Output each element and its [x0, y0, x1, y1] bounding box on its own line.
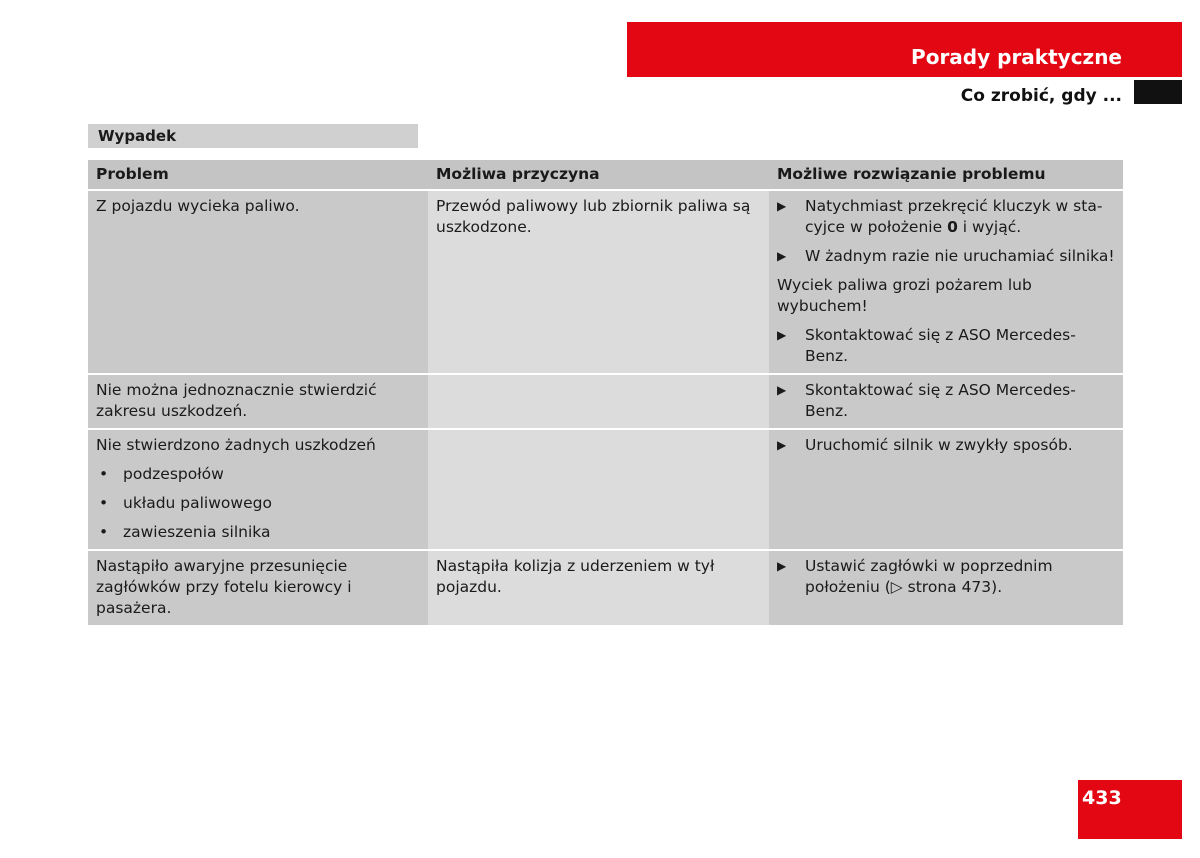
table-row [88, 374, 1123, 429]
action-text: Natychmiast przekręcić kluczyk w sta-cyjce w położenie 0 i wyjąć. [805, 197, 1103, 236]
arrow-icon: ▶ [777, 383, 787, 397]
table-title: Wypadek [88, 124, 418, 148]
warning-note: Wyciek paliwa grozi pożarem lub wybuchem! [777, 276, 1032, 315]
thumb-tab-marker [1134, 80, 1182, 104]
cause-cell: Nastąpiła kolizja z uderzeniem w tył pojazdu. [428, 550, 769, 626]
solution-cell [769, 374, 1123, 429]
page-number: 433 [1078, 780, 1182, 839]
problem-cell: Z pojazdu wycieka paliwo. [88, 190, 428, 374]
problem-cell: Nie można jednoznacznie stwierdzić zakresu uszkodzeń. [88, 374, 428, 429]
cause-cell [428, 374, 769, 429]
arrow-icon: ▶ [777, 559, 787, 573]
action-item [777, 196, 1115, 238]
arrow-icon: ▶ [777, 328, 787, 342]
action-text: Skontaktować się z ASO Mercedes-Benz. [805, 381, 1076, 420]
bullet-item: • układu paliwowego [96, 493, 420, 514]
solution-cell [769, 550, 1123, 626]
section-subtitle: Co zrobić, gdy ... [960, 86, 1122, 106]
bullet-icon: • [99, 465, 109, 483]
table-row [88, 429, 1123, 550]
cause-cell: Przewód paliwowy lub zbiornik paliwa są uszkodzone. [428, 190, 769, 374]
table-row [88, 550, 1123, 626]
troubleshooting-table [88, 160, 1123, 627]
action-text: W żadnym razie nie uruchamiać silnika! [805, 247, 1115, 265]
arrow-icon: ▶ [777, 249, 787, 263]
arrow-icon: ▶ [777, 438, 787, 452]
header-solution: Możliwe rozwiązanie problemu [769, 160, 1123, 190]
action-text: Skontaktować się z ASO Mercedes-Benz. [805, 326, 1076, 365]
key-position: 0 [947, 218, 958, 236]
table-row [88, 190, 1123, 374]
action-item [777, 380, 1115, 422]
chapter-title: Porady praktyczne [911, 45, 1122, 69]
header-cause: Możliwa przyczyna [428, 160, 769, 190]
action-item [777, 556, 1115, 598]
chapter-header [627, 22, 1182, 77]
action-text: Ustawić zagłówki w poprzednim położeniu (▷ strona 473). [805, 557, 1053, 596]
bullet-icon: • [99, 523, 109, 541]
solution-cell [769, 429, 1123, 550]
problem-cell: Nastąpiło awaryjne przesunięcie zagłówków przy fotelu kierowcy i pasażera. [88, 550, 428, 626]
arrow-icon: ▶ [777, 199, 787, 213]
header-problem: Problem [88, 160, 428, 190]
cause-cell [428, 429, 769, 550]
bullet-item: • podzespołów [96, 464, 420, 485]
problem-text: Nie stwierdzono żadnych uszkodzeń [96, 436, 376, 454]
solution-cell [769, 190, 1123, 374]
bullet-icon: • [99, 494, 109, 512]
problem-cell [88, 429, 428, 550]
action-item [777, 435, 1115, 456]
table-header-row [88, 160, 1123, 190]
action-item [777, 325, 1115, 367]
bullet-item: • zawieszenia silnika [96, 522, 420, 543]
action-item [777, 246, 1115, 267]
action-text: Uruchomić silnik w zwykły sposób. [805, 436, 1073, 454]
